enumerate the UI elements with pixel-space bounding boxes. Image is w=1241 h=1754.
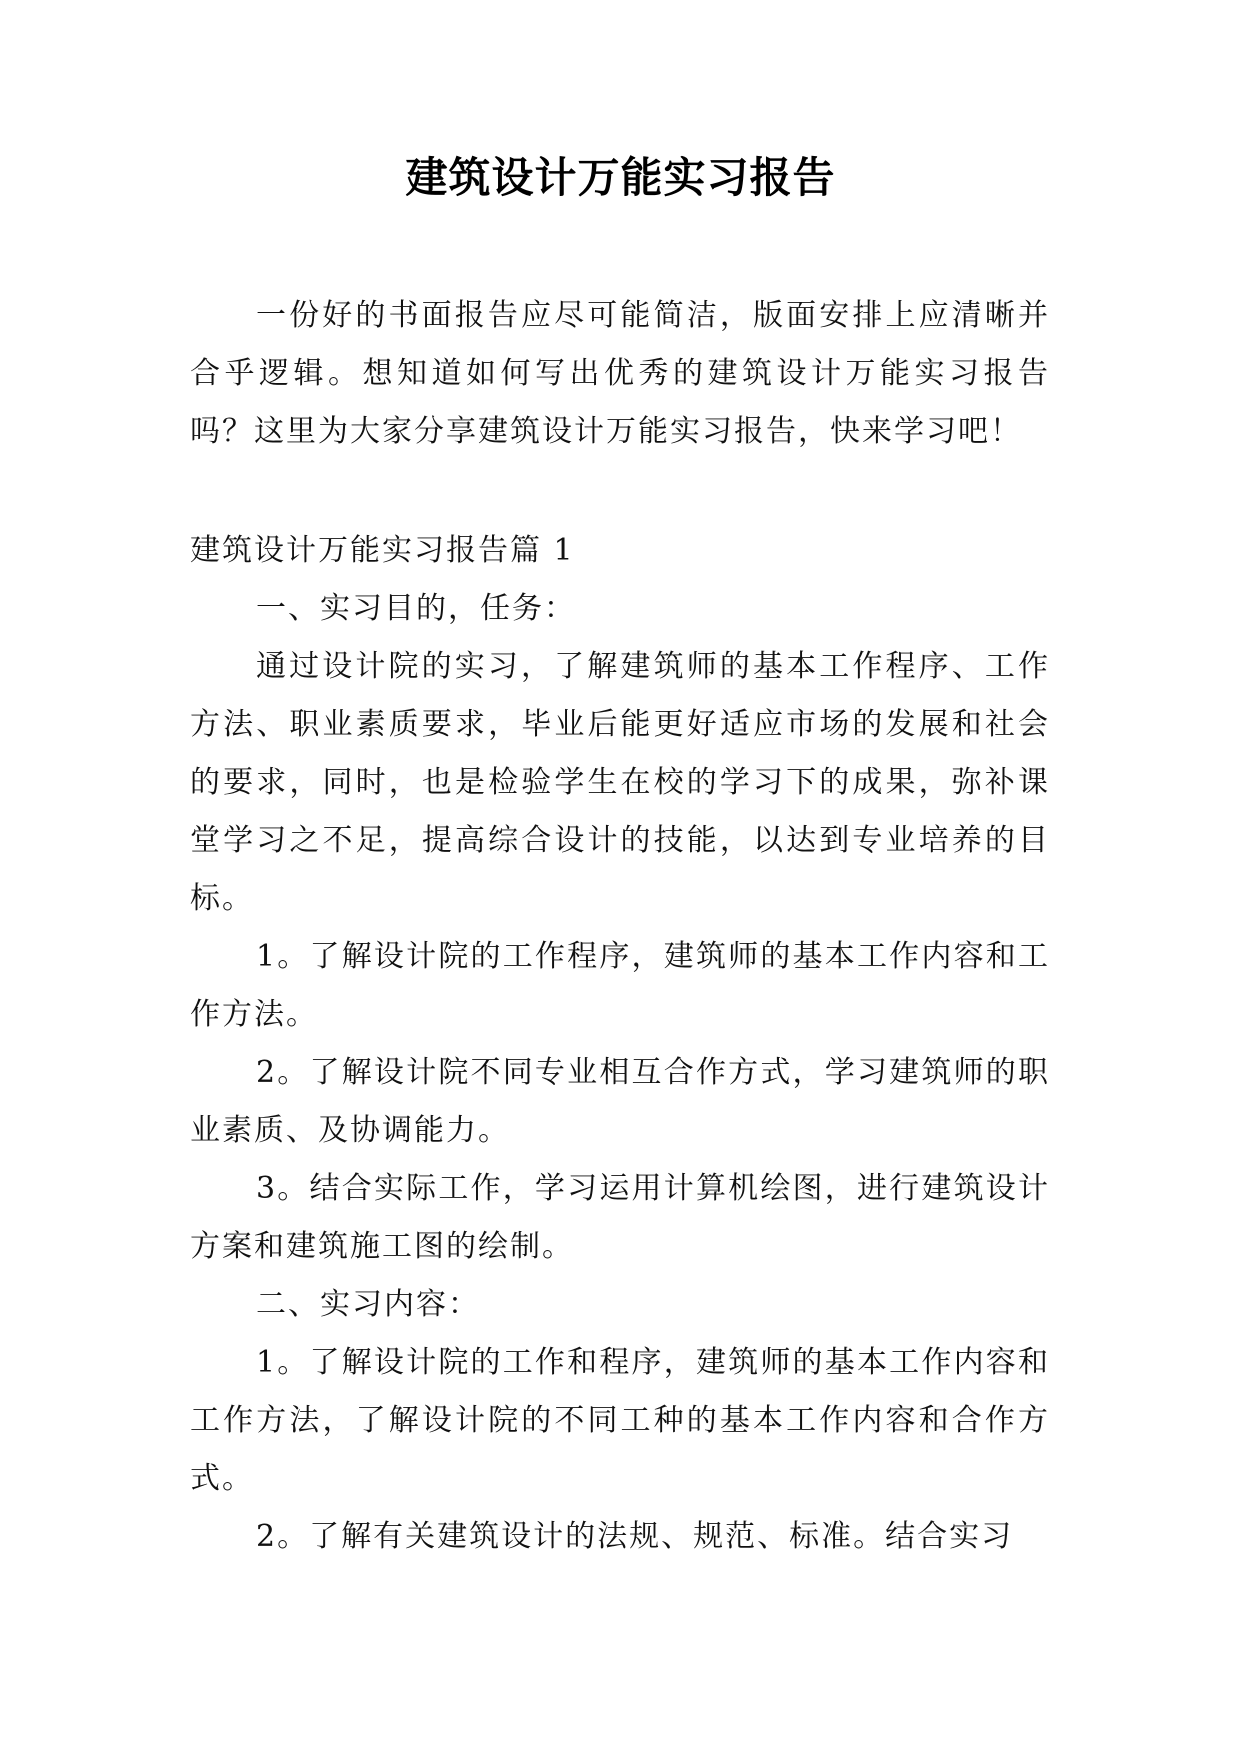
paragraph-purpose: 通过设计院的实习，了解建筑师的基本工作程序、工作方法、职业素质要求，毕业后能更好适应市场的发展和社会的要求，同时，也是检验学生在校的学习下的成果，弥补课堂学习之不足，提高综合设计的技能，以达到专业培养的目标。	[190, 649, 1050, 916]
heading-content: 二、实习内容：	[256, 1287, 480, 1322]
list-item-2: 2。了解设计院不同专业相互合作方式，学习建筑师的职业素质、及协调能力。	[190, 1055, 1050, 1148]
document-title: 建筑设计万能实习报告	[405, 153, 836, 202]
section-title: 建筑设计万能实习报告篇 1	[190, 533, 575, 568]
content-item-2: 2。了解有关建筑设计的法规、规范、标准。结合实习	[256, 1519, 1014, 1554]
list-item-1: 1。了解设计院的工作程序，建筑师的基本工作内容和工作方法。	[190, 939, 1050, 1032]
document-body	[190, 522, 1050, 1566]
content-item-1: 1。了解设计院的工作和程序，建筑师的基本工作内容和工作方法，了解设计院的不同工种的基本工作内容和合作方式。	[190, 1345, 1050, 1496]
heading-purpose: 一、实习目的，任务：	[256, 591, 576, 626]
intro-paragraph: 一份好的书面报告应尽可能简洁，版面安排上应清晰并合乎逻辑。想知道如何写出优秀的建筑设计万能实习报告吗？这里为大家分享建筑设计万能实习报告，快来学习吧！	[190, 298, 1050, 449]
list-item-3: 3。结合实际工作，学习运用计算机绘图，进行建筑设计方案和建筑施工图的绘制。	[190, 1171, 1050, 1264]
